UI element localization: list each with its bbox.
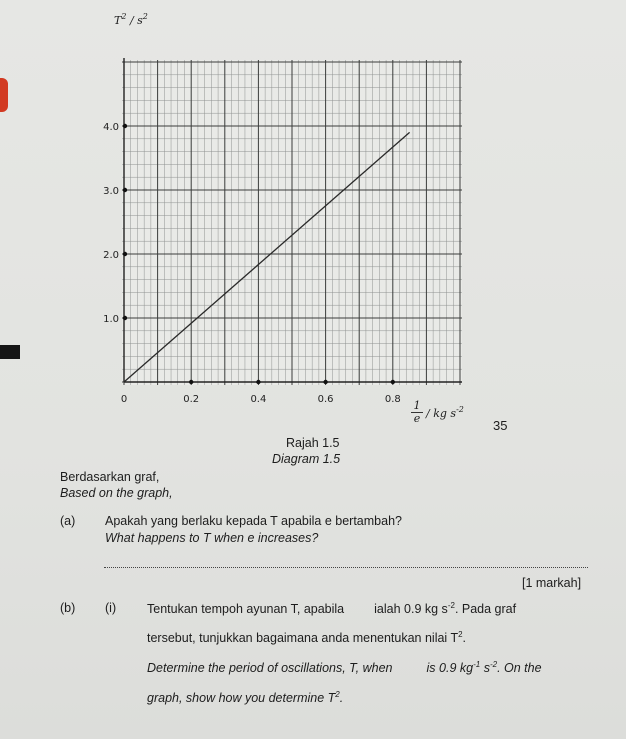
- y-tick-mark: [123, 316, 127, 320]
- question-a-label: (a): [60, 514, 76, 528]
- question-a-malay: Apakah yang berlaku kepada T apabila e bertambah?: [105, 514, 402, 528]
- x-tick-mark: [323, 380, 327, 384]
- x-tick-label: 0.2: [183, 394, 200, 405]
- x-tick-mark: [391, 380, 395, 384]
- y-tick-label: 4.0: [103, 122, 119, 133]
- question-b-sub-label: (i): [105, 601, 117, 615]
- question-b-label: (b): [60, 601, 76, 615]
- y-tick-label: 2.0: [103, 250, 119, 261]
- question-b-english-line2: graph, show how you determine $T^2$.: [147, 690, 344, 705]
- diagram-caption-english: Diagram 1.5: [272, 452, 341, 466]
- x-axis-label-unit: / kg $s^{-2}$: [426, 405, 464, 420]
- x-tick-label: 0.8: [384, 394, 401, 405]
- y-tick-mark: [123, 188, 127, 192]
- x-tick-label: 0: [120, 394, 128, 405]
- x-tick-mark: [256, 380, 260, 384]
- y-tick-label: 1.0: [103, 314, 119, 325]
- question-b-malay-line1: Tentukan tempoh ayunan T, apabila ialah 0.9 kg $s^{-2}$. Pada graf: [147, 601, 517, 616]
- question-b-malay-line2: tersebut, tunjukkan bagaimana anda menentukan nilai $T^2$.: [147, 630, 467, 645]
- y-tick-mark: [123, 252, 127, 256]
- y-axis-label: $T^2 / s^2$: [114, 12, 148, 27]
- y-tick-label: 3.0: [103, 186, 119, 197]
- question-b-english-line1: Determine the period of oscillations, T, when is 0.9 $kg^{-1}$ $s^{-2}$. On the: [147, 660, 542, 675]
- y-tick-mark: [123, 124, 127, 128]
- question-a-english: What happens to T when e increases?: [105, 531, 319, 545]
- answer-line-a[interactable]: [104, 567, 588, 568]
- intro-english: Based on the graph,: [60, 486, 173, 500]
- x-tick-mark: [189, 380, 193, 384]
- diagram-caption-malay: Rajah 1.5: [286, 436, 340, 450]
- x-axis-label-fraction: 1 e: [411, 400, 423, 425]
- x-tick-label: 0.4: [250, 394, 267, 405]
- page-number: 35: [493, 418, 508, 433]
- intro-malay: Berdasarkan graf,: [60, 470, 160, 484]
- question-a-marks: [1 markah]: [522, 576, 582, 590]
- x-tick-label: 0.6: [317, 394, 334, 405]
